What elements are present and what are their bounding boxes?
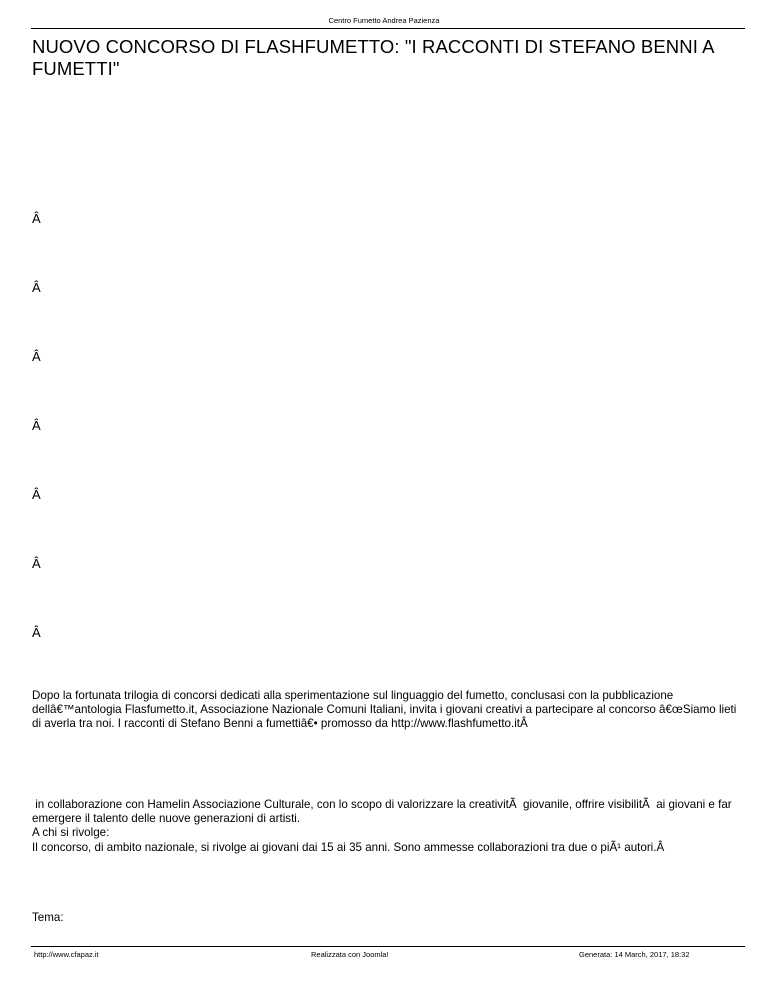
- article-title: NUOVO CONCORSO DI FLASHFUMETTO: "I RACCONTI DI STEFANO BENNI A FUMETTI": [32, 36, 714, 79]
- stray-glyph: Â: [32, 211, 41, 226]
- footer-generated-date: Generata: 14 March, 2017, 18:32: [579, 950, 690, 959]
- footer-divider: [31, 946, 745, 947]
- article-paragraph-intro: Dopo la fortunata trilogia di concorsi dedicati alla sperimentazione sul linguaggio del fumetto, conclusasi con la pubblicazione dellâ€™antologia Flasfumetto.it, Associazione Nazionale Comuni Italiani, invita i giovani creativi a partecipare al concorso â€œSiamo lieti di averla tra noi. I racconti di Stefano Benni a fumettiâ€• promosso da http://www.flashfumetto.itÂ: [32, 689, 737, 731]
- stray-glyph: Â: [32, 349, 41, 364]
- footer-powered-by: Realizzata con Joomla!: [311, 950, 389, 959]
- paragraph-line: in collaborazione con Hamelin Associazione Culturale, con lo scopo di valorizzare la creativitÃ giovanile, offrire visibilitÃ ai giovani e far emergere il talento delle nuove generazioni di artisti.: [32, 798, 735, 826]
- footer-url-link[interactable]: http://www.cfapaz.it: [34, 950, 99, 959]
- paragraph-line: Il concorso, di ambito nazionale, si rivolge ai giovani dai 15 ai 35 anni. Sono ammesse collaborazioni tra due o piÃ¹ autori.Â: [32, 840, 665, 854]
- stray-glyph: Â: [32, 487, 41, 502]
- article-paragraph-collaboration: [32, 798, 747, 855]
- stray-glyph: Â: [32, 280, 41, 295]
- stray-glyph: Â: [32, 418, 41, 433]
- section-heading-target: A chi si rivolge:: [32, 826, 110, 840]
- header-divider: [31, 28, 745, 29]
- stray-glyph: Â: [32, 556, 41, 571]
- section-heading-tema: Tema:: [32, 911, 64, 924]
- site-header: Centro Fumetto Andrea Pazienza: [328, 16, 440, 25]
- stray-glyph: Â: [32, 625, 41, 640]
